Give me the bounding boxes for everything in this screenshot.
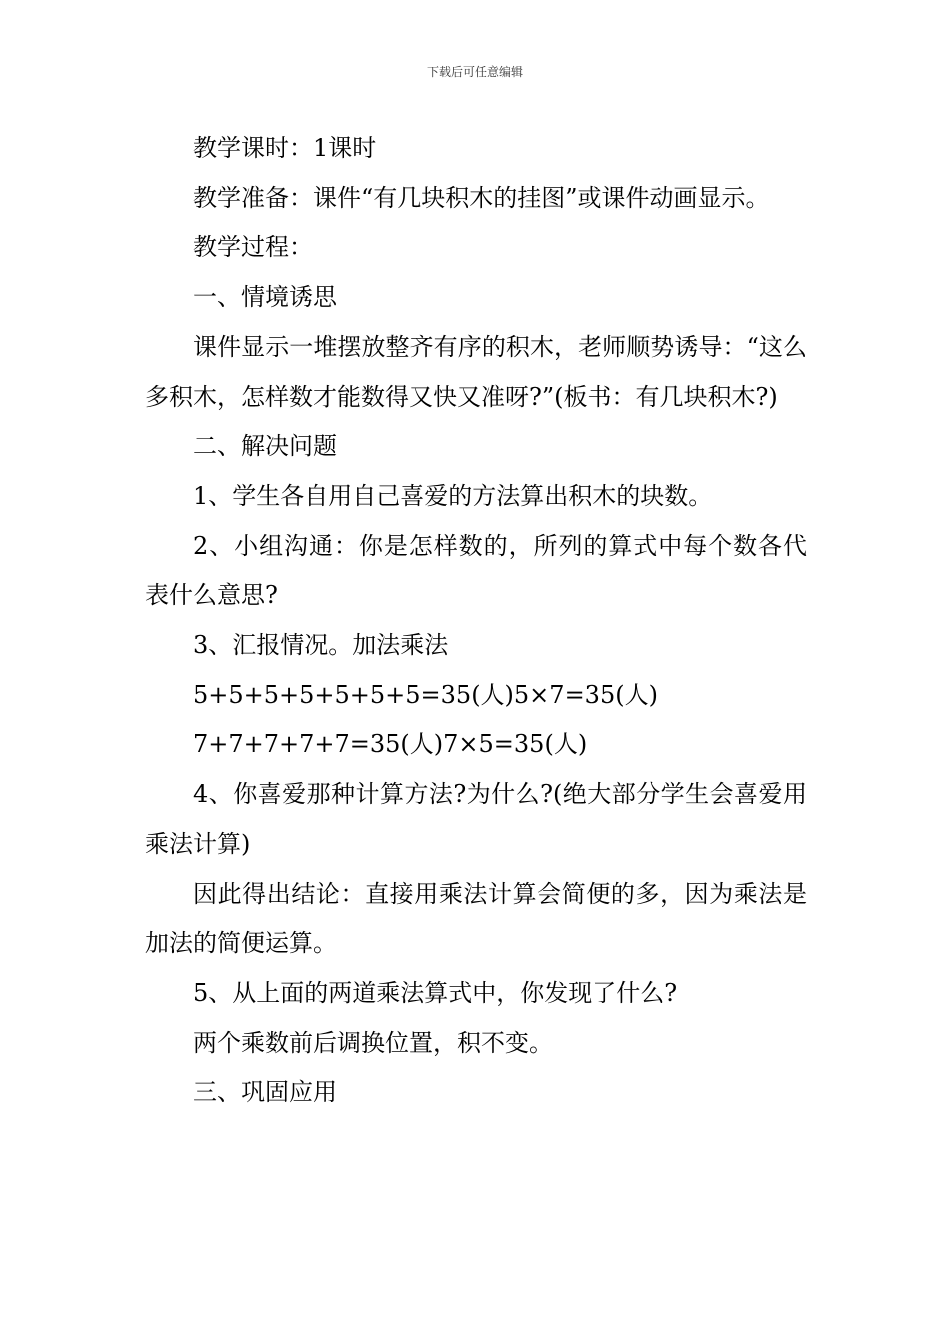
list-item-2: 2、小组沟通：你是怎样数的，所列的算式中每个数各代表什么意思? [145, 531, 807, 610]
document-body [145, 124, 807, 1118]
list-item-1: 1、学生各自用自己喜爱的方法算出积木的块数。 [193, 481, 713, 510]
paragraph-lesson-process: 教学过程： [193, 233, 313, 262]
section-heading-3: 三、巩固应用 [193, 1078, 337, 1107]
paragraph-commutative: 两个乘数前后调换位置，积不变。 [193, 1028, 553, 1057]
equation-line-1: 5+5+5+5+5+5+5=35(人)5×7=35(人) [193, 680, 658, 709]
list-item-3: 3、汇报情况。加法乘法 [193, 631, 449, 660]
list-item-5: 5、从上面的两道乘法算式中，你发现了什么? [193, 978, 678, 1007]
paragraph-lesson-hours: 教学课时：1课时 [193, 134, 377, 162]
section-heading-1: 一、情境诱思 [193, 283, 337, 312]
section-heading-2: 二、解决问题 [193, 432, 337, 461]
paragraph-lesson-preparation: 教学准备：课件“有几块积木的挂图”或课件动画显示。 [193, 183, 770, 212]
page-header: 下载后可任意编辑 [426, 65, 523, 79]
list-item-4: 4、你喜爱那种计算方法?为什么?(绝大部分学生会喜爱用乘法计算) [145, 780, 807, 858]
paragraph-intro: 课件显示一堆摆放整齐有序的积木，老师顺势诱导：“这么多积木，怎样数才能数得又快又准呀?”(板书：有几块积木?) [145, 332, 807, 411]
equation-line-2: 7+7+7+7+7=35(人)7×5=35(人) [193, 730, 588, 759]
paragraph-conclusion: 因此得出结论：直接用乘法计算会简便的多，因为乘法是加法的简便运算。 [145, 879, 807, 958]
